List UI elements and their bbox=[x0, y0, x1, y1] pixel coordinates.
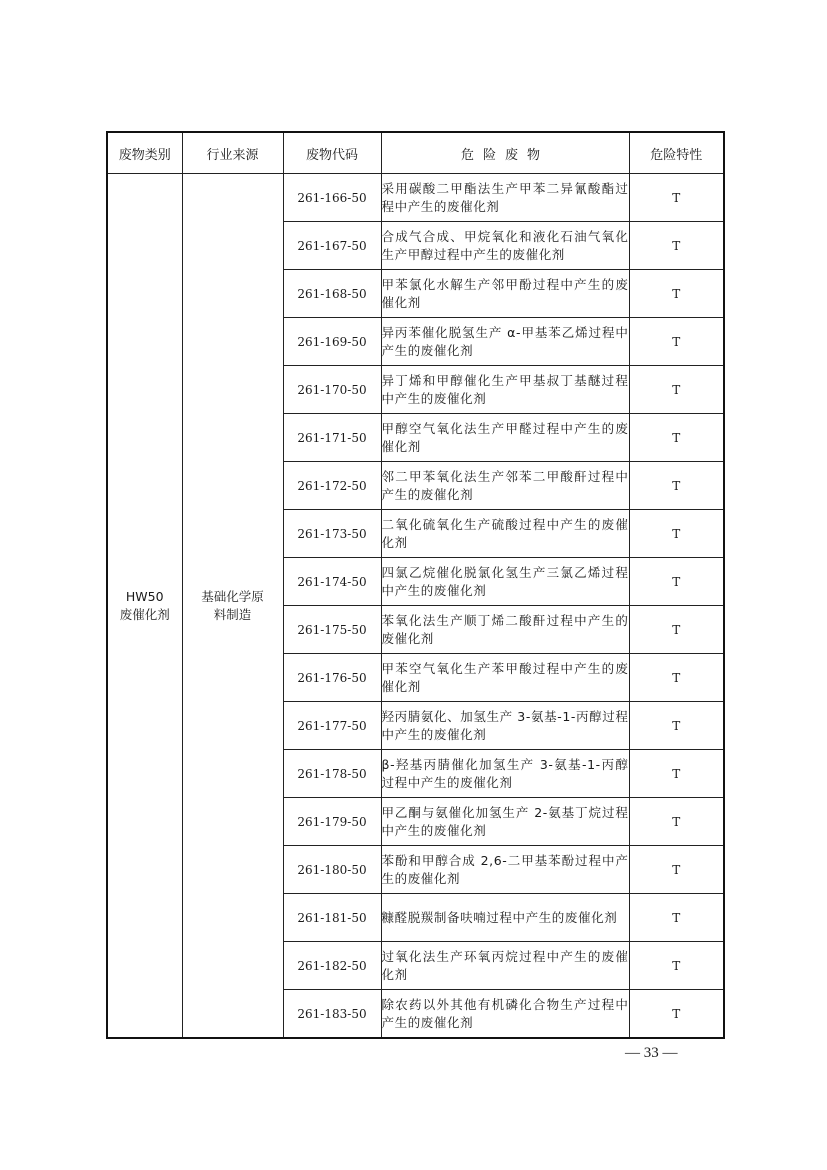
waste-description-cell: 过氧化法生产环氧丙烷过程中产生的废催化剂 bbox=[381, 942, 629, 990]
hazard-property-cell: T bbox=[629, 174, 724, 222]
waste-description-cell: 异丙苯催化脱氢生产 α-甲基苯乙烯过程中产生的废催化剂 bbox=[381, 318, 629, 366]
waste-description-cell: 糠醛脱羰制备呋喃过程中产生的废催化剂 bbox=[381, 894, 629, 942]
industry-source-line: 料制造 bbox=[213, 606, 252, 622]
waste-code-cell: 261-181-50 bbox=[283, 894, 381, 942]
category-code: HW50 bbox=[125, 588, 164, 604]
hazard-property-cell: T bbox=[629, 270, 724, 318]
waste-description-cell: 合成气合成、甲烷氧化和液化石油气氧化生产甲醇过程中产生的废催化剂 bbox=[381, 222, 629, 270]
waste-description-cell: β-羟基丙腈催化加氢生产 3-氨基-1-丙醇过程中产生的废催化剂 bbox=[381, 750, 629, 798]
waste-code-cell: 261-183-50 bbox=[283, 990, 381, 1039]
hazard-property-cell: T bbox=[629, 702, 724, 750]
hazard-property-cell: T bbox=[629, 462, 724, 510]
waste-description-cell: 甲苯氯化水解生产邻甲酚过程中产生的废催化剂 bbox=[381, 270, 629, 318]
hazard-property-cell: T bbox=[629, 606, 724, 654]
hazardous-waste-table bbox=[106, 131, 725, 1039]
waste-code-cell: 261-177-50 bbox=[283, 702, 381, 750]
hazard-property-cell: T bbox=[629, 750, 724, 798]
industry-source-cell bbox=[182, 174, 283, 1039]
waste-description-cell: 甲苯空气氧化生产苯甲酸过程中产生的废催化剂 bbox=[381, 654, 629, 702]
hazard-property-cell: T bbox=[629, 222, 724, 270]
header-category: 废物类别 bbox=[107, 132, 182, 174]
hazard-property-cell: T bbox=[629, 414, 724, 462]
waste-description-cell: 苯酚和甲醇合成 2,6-二甲基苯酚过程中产生的废催化剂 bbox=[381, 846, 629, 894]
table-row bbox=[107, 174, 724, 222]
header-source: 行业来源 bbox=[182, 132, 283, 174]
table-header-row bbox=[107, 132, 724, 174]
waste-code-cell: 261-167-50 bbox=[283, 222, 381, 270]
page-number: — 33 — bbox=[625, 1045, 678, 1061]
waste-description-cell: 采用碳酸二甲酯法生产甲苯二异氰酸酯过程中产生的废催化剂 bbox=[381, 174, 629, 222]
waste-code-cell: 261-182-50 bbox=[283, 942, 381, 990]
waste-description-cell: 邻二甲苯氧化法生产邻苯二甲酸酐过程中产生的废催化剂 bbox=[381, 462, 629, 510]
waste-description-cell: 除农药以外其他有机磷化合物生产过程中产生的废催化剂 bbox=[381, 990, 629, 1039]
waste-code-cell: 261-169-50 bbox=[283, 318, 381, 366]
waste-code-cell: 261-173-50 bbox=[283, 510, 381, 558]
header-hazardous-waste: 危险废物 bbox=[381, 132, 629, 174]
waste-description-cell: 二氧化硫氧化生产硫酸过程中产生的废催化剂 bbox=[381, 510, 629, 558]
waste-description-cell: 甲醇空气氧化法生产甲醛过程中产生的废催化剂 bbox=[381, 414, 629, 462]
waste-code-cell: 261-171-50 bbox=[283, 414, 381, 462]
hazard-property-cell: T bbox=[629, 654, 724, 702]
hazard-property-cell: T bbox=[629, 990, 724, 1039]
category-name: 废催化剂 bbox=[119, 606, 170, 622]
waste-description-cell: 苯氧化法生产顺丁烯二酸酐过程中产生的废催化剂 bbox=[381, 606, 629, 654]
waste-code-cell: 261-179-50 bbox=[283, 798, 381, 846]
header-code: 废物代码 bbox=[283, 132, 381, 174]
waste-code-cell: 261-172-50 bbox=[283, 462, 381, 510]
waste-description-cell: 异丁烯和甲醇催化生产甲基叔丁基醚过程中产生的废催化剂 bbox=[381, 366, 629, 414]
industry-source-line: 基础化学原 bbox=[201, 588, 264, 604]
waste-code-cell: 261-180-50 bbox=[283, 846, 381, 894]
waste-description-cell: 羟丙腈氨化、加氢生产 3-氨基-1-丙醇过程中产生的废催化剂 bbox=[381, 702, 629, 750]
hazard-property-cell: T bbox=[629, 558, 724, 606]
hazard-property-cell: T bbox=[629, 318, 724, 366]
waste-code-cell: 261-178-50 bbox=[283, 750, 381, 798]
waste-description-cell: 四氯乙烷催化脱氯化氢生产三氯乙烯过程中产生的废催化剂 bbox=[381, 558, 629, 606]
header-property: 危险特性 bbox=[629, 132, 724, 174]
hazard-property-cell: T bbox=[629, 942, 724, 990]
waste-description-cell: 甲乙酮与氨催化加氢生产 2-氨基丁烷过程中产生的废催化剂 bbox=[381, 798, 629, 846]
hazard-property-cell: T bbox=[629, 894, 724, 942]
hazard-property-cell: T bbox=[629, 510, 724, 558]
hazard-property-cell: T bbox=[629, 798, 724, 846]
waste-code-cell: 261-176-50 bbox=[283, 654, 381, 702]
waste-code-cell: 261-170-50 bbox=[283, 366, 381, 414]
hazard-property-cell: T bbox=[629, 366, 724, 414]
waste-category-cell bbox=[107, 174, 182, 1039]
waste-code-cell: 261-175-50 bbox=[283, 606, 381, 654]
hazard-property-cell: T bbox=[629, 846, 724, 894]
waste-code-cell: 261-166-50 bbox=[283, 174, 381, 222]
waste-code-cell: 261-174-50 bbox=[283, 558, 381, 606]
waste-code-cell: 261-168-50 bbox=[283, 270, 381, 318]
